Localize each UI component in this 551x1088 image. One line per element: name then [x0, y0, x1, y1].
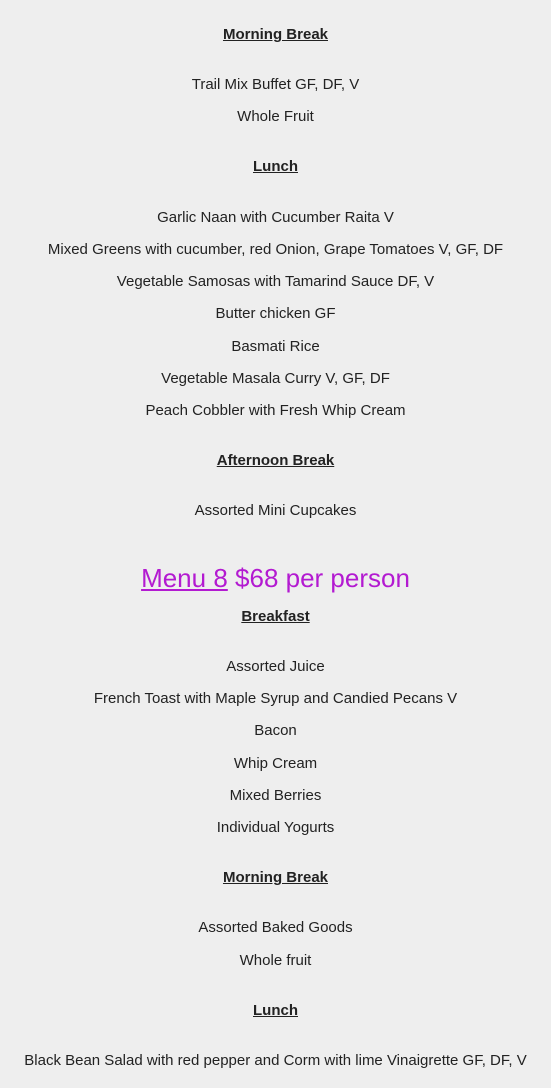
section-heading-lunch: Lunch — [253, 1002, 298, 1019]
section-heading-morning-break: Morning Break — [222, 869, 328, 886]
menu-item: Basmati Rice — [231, 338, 320, 355]
menu-item: Peach Cobbler with Fresh Whip Cream — [145, 402, 406, 419]
section-heading-morning-break: Morning Break — [222, 26, 328, 43]
menu-item: Assorted Baked Goods — [198, 919, 353, 936]
menu-item: Vegetable Masala Curry V, GF, DF — [161, 370, 390, 387]
menu-item: Individual Yogurts — [216, 819, 335, 836]
menu-item: Whole Fruit — [237, 108, 314, 125]
menu-item: Butter chicken GF — [215, 305, 336, 322]
menu-item: Mixed Berries — [229, 787, 322, 804]
menu-item: Vegetable Samosas with Tamarind Sauce DF, V — [116, 273, 435, 290]
menu-item: Whip Cream — [233, 755, 318, 772]
menu-item: Garlic Naan with Cucumber Raita V — [157, 209, 394, 226]
menu-item: Assorted Juice — [226, 658, 325, 675]
section-heading-lunch: Lunch — [253, 158, 298, 175]
menu-item: Bacon — [254, 722, 297, 739]
menu-price: $68 per person — [227, 563, 410, 593]
menu-item: French Toast with Maple Syrup and Candied Pecans V — [93, 690, 458, 707]
menu-item: Black Bean Salad with red pepper and Corm with lime Vinaigrette GF, DF, V — [24, 1052, 527, 1069]
menu-item: Whole fruit — [239, 952, 312, 969]
section-heading-breakfast: Breakfast — [241, 608, 310, 625]
menu-item: Mixed Greens with cucumber, red Onion, Grape Tomatoes V, GF, DF — [47, 241, 504, 258]
menu-8-link[interactable]: Menu 8 — [141, 563, 228, 593]
section-heading-afternoon-break: Afternoon Break — [216, 452, 335, 469]
menu-item: Trail Mix Buffet GF, DF, V — [191, 76, 360, 93]
menu-title — [0, 562, 551, 594]
menu-item: Assorted Mini Cupcakes — [194, 502, 357, 519]
